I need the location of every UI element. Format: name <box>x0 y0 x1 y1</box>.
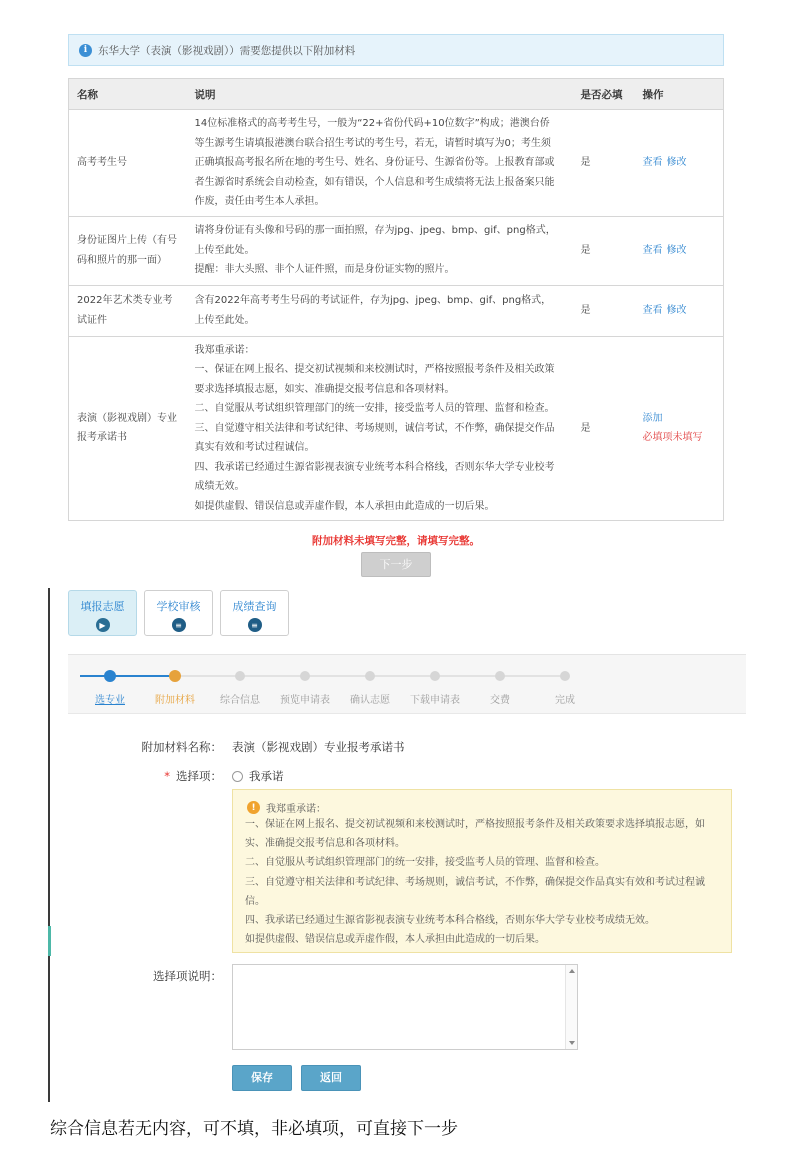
row-name: 2022年艺术类专业考 试证件 <box>69 285 187 336</box>
view-link[interactable]: 查看 <box>642 157 663 168</box>
warning-icon: ! <box>247 801 260 814</box>
remark-label: 选择项说明： <box>153 969 222 983</box>
step-dot <box>495 671 505 681</box>
tab-label: 成绩查询 <box>232 600 277 613</box>
edit-link[interactable]: 修改 <box>666 304 687 316</box>
step-preview: 预览申请表 <box>280 695 330 706</box>
option-radio-group[interactable] <box>232 768 284 784</box>
row-actions <box>635 285 724 336</box>
scroll-down-icon[interactable] <box>569 1041 575 1045</box>
step-attachments: 附加材料 <box>155 695 195 706</box>
table-row <box>69 216 724 285</box>
tab-apply[interactable] <box>68 590 137 636</box>
row-actions <box>635 336 724 521</box>
material-name-label: 附加材料名称： <box>141 740 222 754</box>
promise-line: 三、自觉遵守相关法律和考试纪律、考场规则，诚信考试，不作弊，确保提交作品真实有效和考试过程诚 <box>245 876 705 888</box>
step-finish: 完成 <box>555 695 575 706</box>
view-link[interactable]: 查看 <box>642 244 663 256</box>
list-circle-icon: ≡ <box>248 618 262 632</box>
main-tabs <box>68 590 296 636</box>
row-actions <box>635 216 724 285</box>
row-desc: 含有2022年高考考生号码的考试证件，存为jpg、jpeg、bmp、gif、png格式， 上传至此处。 <box>187 285 573 336</box>
step-dot <box>235 671 245 681</box>
row-name: 高考考生号 <box>69 110 187 217</box>
textarea-scrollbar[interactable] <box>565 965 577 1049</box>
promise-radio[interactable] <box>232 771 243 782</box>
step-download: 下载申请表 <box>410 695 460 706</box>
back-button[interactable]: 返回 <box>301 1065 361 1091</box>
step-general-info: 综合信息 <box>220 695 260 706</box>
info-icon: i <box>79 44 92 57</box>
step-dot-done <box>104 670 116 682</box>
remark-textarea[interactable] <box>232 964 578 1050</box>
option-label: 选择项： <box>176 769 222 783</box>
material-name-value: 表演（影视戏剧）专业报考承诺书 <box>232 740 405 754</box>
promise-head: ! 我郑重承诺： <box>247 800 719 815</box>
step-confirm: 确认志愿 <box>350 695 390 706</box>
step-track <box>68 655 746 715</box>
promise-line: 一、保证在网上报名、提交初试视频和来校测试时，严格按照报考条件及相关政策要求选择填报志愿，如 <box>245 819 705 830</box>
step-payment: 交费 <box>490 695 510 706</box>
save-button[interactable]: 保存 <box>232 1065 292 1091</box>
table-row <box>69 336 724 521</box>
material-form-panel <box>48 588 748 1102</box>
scroll-up-icon[interactable] <box>569 969 575 973</box>
play-circle-icon: ▶ <box>96 618 110 632</box>
tab-label: 填报志愿 <box>80 600 125 613</box>
left-divider-accent <box>48 926 51 956</box>
row-actions <box>635 110 724 217</box>
left-divider <box>48 588 50 1102</box>
promise-radio-label[interactable]: 我承诺 <box>249 769 284 783</box>
col-desc-header: 说明 <box>187 79 573 110</box>
required-missing-text: 必填项未填写 <box>642 432 703 444</box>
option-label-wrap <box>112 768 222 784</box>
row-desc: 14位标准格式的高考考生号，一般为“22+省份代码+10位数字”构成；港澳台侨 等生源考生请填报港澳台联合招生考试的考生号，若无，请暂时填写为0；考生须 正确填报高考报名所在地的考生号、姓名、身份证号、生源省份等。上报教育部或 者生源省时系统会自动检查，如有错误，个人信息和考生成绩将无法上报备案只能 作废，责任由考生本人承担。 <box>187 110 573 217</box>
table-header-row <box>69 79 724 110</box>
materials-panel <box>68 34 724 577</box>
row-required: 是 <box>573 336 635 521</box>
step-dot <box>560 671 570 681</box>
step-dot <box>430 671 440 681</box>
promise-line: 二、自觉服从考试组织管理部门的统一安排，接受监考人员的管理、监督和检查。 <box>245 857 605 869</box>
view-link[interactable]: 查看 <box>642 304 663 316</box>
add-link[interactable]: 添加 <box>642 412 663 424</box>
edit-link[interactable]: 修改 <box>666 244 687 256</box>
step-dot <box>300 671 310 681</box>
tab-label: 学校审核 <box>156 600 201 613</box>
table-row <box>69 285 724 336</box>
promise-line: 四、我承诺已经通过生源省影视表演专业统考本科合格线，否则东华大学专业校考成绩无效。 <box>245 915 655 927</box>
row-required: 是 <box>573 216 635 285</box>
row-name: 身份证图片上传（有号 码和照片的那一面） <box>69 216 187 285</box>
info-bar <box>68 34 724 66</box>
required-star: * <box>164 769 170 783</box>
materials-table <box>68 78 724 521</box>
col-action-header: 操作 <box>635 79 724 110</box>
promise-notice-box <box>232 789 732 953</box>
caption-text: 综合信息若无内容，可不填，非必填项，可直接下一步 <box>50 1119 458 1139</box>
edit-link[interactable]: 修改 <box>666 157 687 168</box>
tab-school-review[interactable] <box>144 590 213 636</box>
tab-score-query[interactable] <box>220 590 289 636</box>
step-dot-current <box>169 670 181 682</box>
row-desc: 我郑重承诺： 一、保证在网上报名、提交初试视频和来校测试时，严格按照报考条件及相关政策 要求选择填报志愿，如实、准确提交报考信息和各项材料。 二、自觉服从考试组织管理部门的统一安排，接受监考人员的管理、监督和检查。 三、自觉遵守相关法律和考试纪律、考场规则，诚信考试，不作弊，确保提交作品 真实有效和考试过程诚信。 四、我承诺已经通过生源省影视表演专业统考本科合格线，否则东华大学专业校考 成绩无效。 如提供虚假、错误信息或弄虚作假，本人承担由此造成的一切后果。 <box>187 336 573 521</box>
row-name: 表演（影视戏剧）专业 报考承诺书 <box>69 336 187 521</box>
table-row <box>69 110 724 217</box>
incomplete-warning: 附加材料未填写完整，请填写完整。 <box>312 535 480 547</box>
next-step-button[interactable]: 下一步 <box>361 552 431 577</box>
row-required: 是 <box>573 285 635 336</box>
list-circle-icon: ≡ <box>172 618 186 632</box>
step-select-major[interactable]: 选专业 <box>95 695 125 706</box>
promise-line: 实、准确提交报考信息和各项材料。 <box>245 838 405 850</box>
step-dot <box>365 671 375 681</box>
row-required: 是 <box>573 110 635 217</box>
col-name-header: 名称 <box>69 79 187 110</box>
promise-line: 如提供虚假、错误信息或弄虚作假，本人承担由此造成的一切后果。 <box>245 934 545 946</box>
row-desc: 请将身份证有头像和号码的那一面拍照，存为jpg、jpeg、bmp、gif、png格式， 上传至此处。 提醒：非大头照、非个人证件照，而是身份证实物的照片。 <box>187 216 573 285</box>
step-progress <box>68 654 746 714</box>
promise-line: 信。 <box>245 895 265 907</box>
col-required-header: 是否必填 <box>573 79 635 110</box>
info-text: 东华大学（表演（影视戏剧））需要您提供以下附加材料 <box>98 44 356 57</box>
